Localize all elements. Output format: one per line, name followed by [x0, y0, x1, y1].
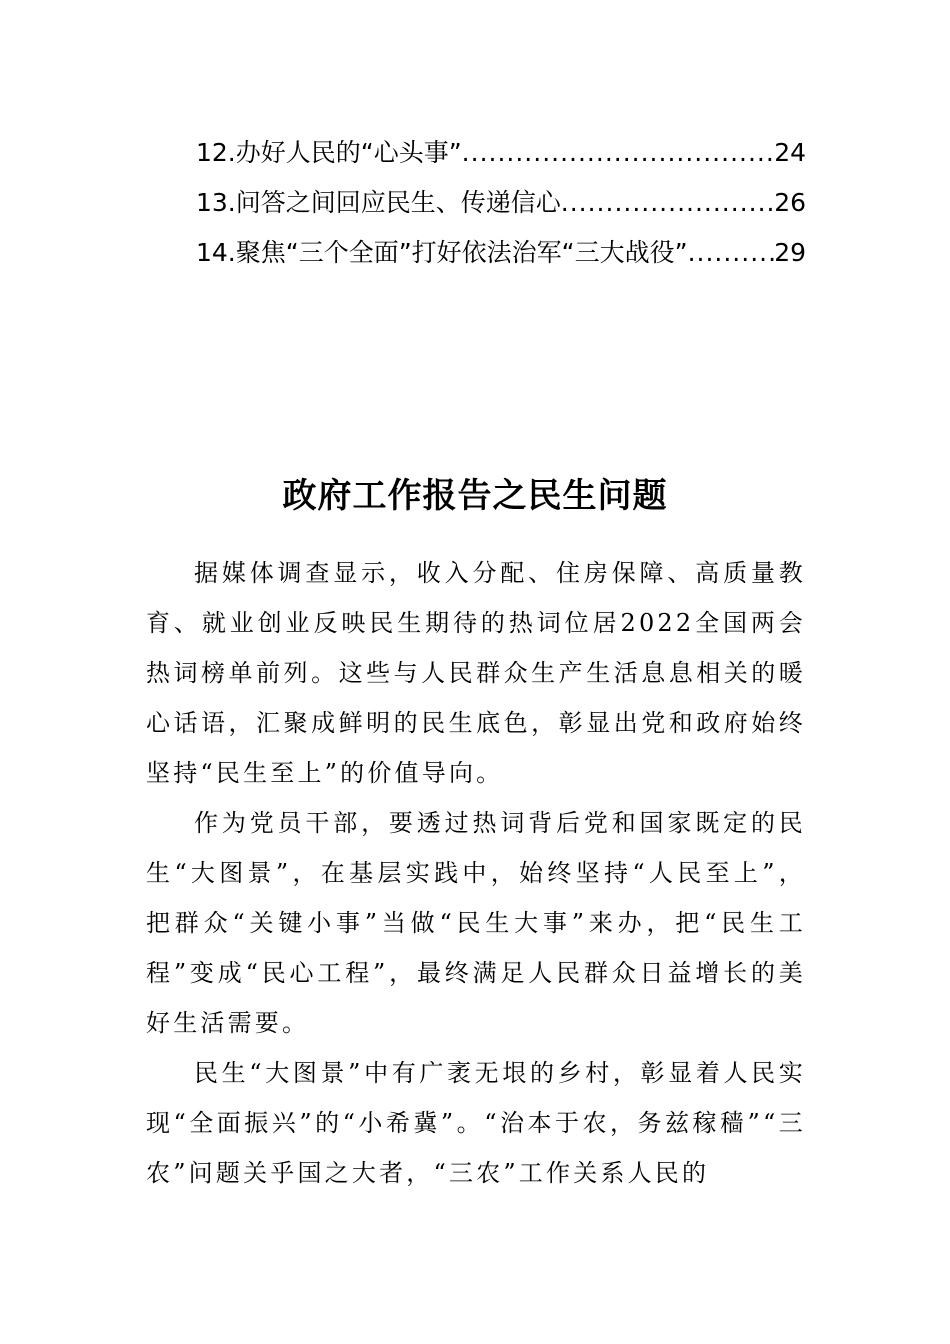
- toc-entry-page: 29: [774, 238, 806, 267]
- toc-entry-title: 12.办好人民的“心头事”: [196, 138, 462, 167]
- toc-entry[interactable]: [196, 128, 806, 178]
- article-body: [146, 548, 806, 1198]
- article-paragraph: 民生“大图景”中有广袤无垠的乡村，彰显着人民实现“全面振兴”的“小希冀”。“治本于农，务兹稼穑”“三农”问题关乎国之大者，“三农”工作关系人民的: [146, 1059, 806, 1187]
- article-paragraph: 据媒体调查显示，收入分配、住房保障、高质量教育、就业创业反映民生期待的热词位居2022全国两会热词榜单前列。这些与人民群众生产生活息息相关的暖心话语，汇聚成鲜明的民生底色，彰显出党和政府始终坚持“民生至上”的价值导向。: [146, 559, 806, 787]
- article-paragraph: 作为党员干部，要透过热词背后党和国家既定的民生“大图景”，在基层实践中，始终坚持“人民至上”，把群众“关键小事”当做“民生大事”来办，把“民生工程”变成“民心工程”，最终满足人民群众日益增长的美好生活需要。: [146, 809, 806, 1037]
- toc-entry-title: 14.聚焦“三个全面”打好依法治军“三大战役”: [196, 238, 688, 267]
- toc-dot-leader: [462, 128, 775, 178]
- toc-dot-leader: [688, 228, 775, 278]
- toc-entry[interactable]: [196, 178, 806, 228]
- toc-entry-page: 24: [774, 138, 806, 167]
- table-of-contents: [196, 128, 806, 278]
- toc-dot-leader: [561, 178, 774, 228]
- toc-entry-page: 26: [774, 188, 806, 217]
- article-title: 政府工作报告之民生问题: [282, 475, 668, 516]
- toc-entry[interactable]: [196, 228, 806, 278]
- toc-entry-title: 13.问答之间回应民生、传递信心: [196, 188, 561, 217]
